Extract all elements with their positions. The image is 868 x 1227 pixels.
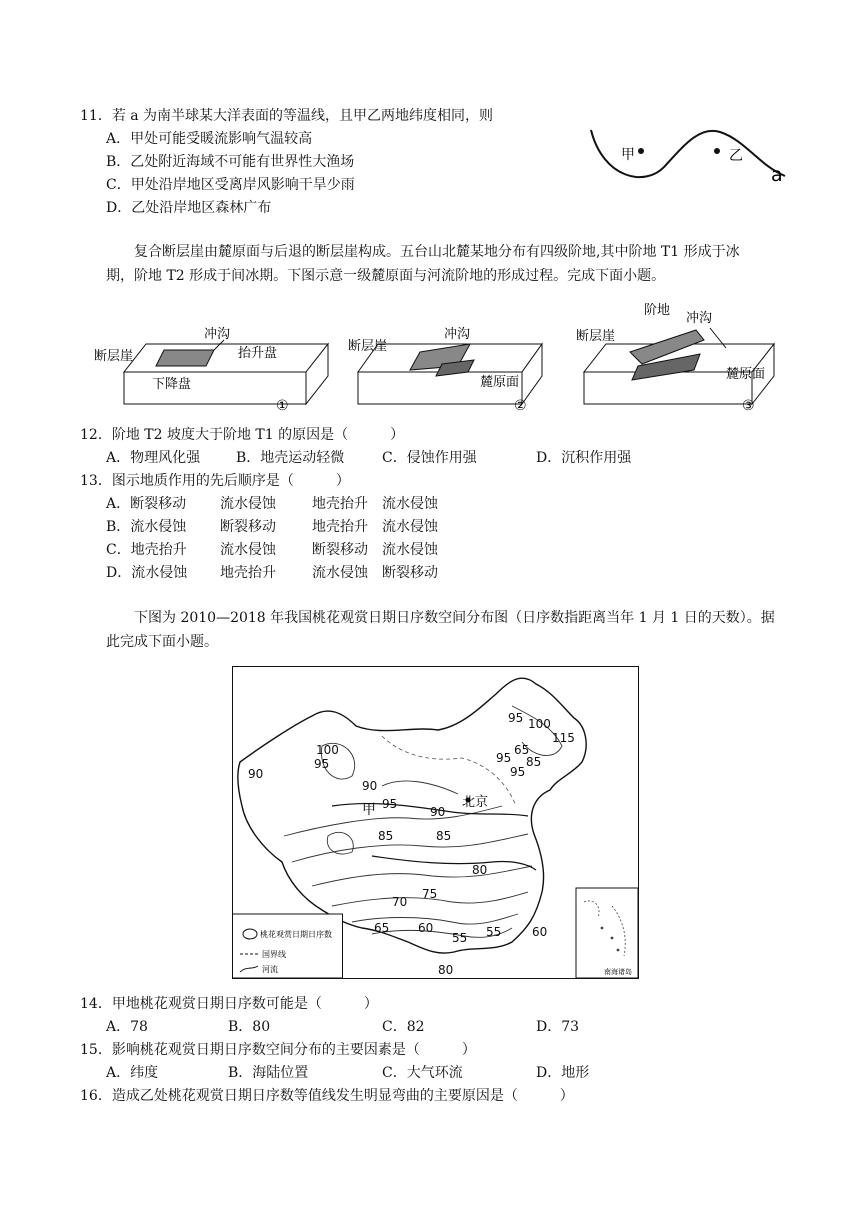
yi-label: 乙 (729, 148, 743, 164)
block-diagram-1 (94, 326, 328, 414)
svg-text:100: 100 (528, 717, 551, 731)
svg-text:65: 65 (514, 743, 530, 757)
south-china-sea-inset (576, 888, 638, 978)
svg-text:冲沟: 冲沟 (204, 327, 231, 342)
peach-blossom-map (232, 666, 640, 980)
svg-text:85: 85 (378, 829, 394, 843)
svg-text:75: 75 (422, 887, 438, 901)
svg-text:麓原面: 麓原面 (726, 367, 766, 382)
q13-option-b: B．流水侵蚀 断裂移动 地壳抬升 流水侵蚀 (106, 519, 438, 535)
passage1-line1: 复合断层崖由麓原面与后退的断层崖构成。五台山北麓某地分布有四级阶地,其中阶地 T1 形成于冰 (134, 244, 740, 260)
svg-text:②: ② (514, 398, 527, 414)
svg-text:断层崖: 断层崖 (94, 349, 134, 364)
svg-text:南海诸岛: 南海诸岛 (604, 968, 632, 976)
q14-options (106, 1017, 579, 1037)
svg-text:河流: 河流 (262, 965, 278, 974)
svg-text:60: 60 (418, 921, 434, 935)
svg-text:85: 85 (526, 755, 542, 769)
q15-option-a: A．纬度 (106, 1065, 159, 1081)
q11-option-d: D．乙处沿岸地区森林广布 (106, 200, 272, 216)
svg-text:90: 90 (248, 767, 264, 781)
map-beijing-label: 北京 (462, 795, 489, 810)
svg-text:100: 100 (316, 743, 339, 757)
q16-stem: 16．造成乙处桃花观赏日期日序数等值线发生明显弯曲的主要原因是（ ） (80, 1088, 574, 1104)
svg-text:80: 80 (472, 863, 488, 877)
svg-text:95: 95 (314, 757, 330, 771)
map-jia-label: 甲 (362, 802, 376, 818)
svg-text:95: 95 (496, 751, 512, 765)
q12-options (106, 448, 631, 468)
q14-option-c: C．82 (382, 1019, 425, 1035)
q11-option-c: C．甲处沿岸地区受离岸风影响干旱少雨 (106, 177, 355, 193)
map-legend (233, 914, 343, 978)
svg-text:冲沟: 冲沟 (444, 327, 471, 342)
q13-option-a: A．断裂移动 流水侵蚀 地壳抬升 流水侵蚀 (106, 496, 438, 512)
q12-stem: 12．阶地 T2 坡度大于阶地 T1 的原因是（ ） (80, 427, 405, 443)
svg-text:断层崖: 断层崖 (576, 329, 616, 344)
q14-option-b: B．80 (228, 1019, 271, 1035)
q13-option-c: C．地壳抬升 流水侵蚀 断裂移动 流水侵蚀 (106, 542, 438, 558)
svg-text:冲沟: 冲沟 (686, 311, 713, 326)
q13-option-d: D．流水侵蚀 地壳抬升 流水侵蚀 断裂移动 (106, 565, 438, 581)
svg-text:下降盘: 下降盘 (152, 377, 192, 392)
block-diagram-3 (576, 302, 774, 414)
q12-option-a: A．物理风化强 (106, 450, 201, 466)
svg-text:95: 95 (508, 711, 524, 725)
passage1-line2: 期，阶地 T2 形成于间冰期。下图示意一级麓原面与河流阶地的形成过程。完成下面小题。 (106, 268, 666, 284)
q15-options (106, 1063, 589, 1083)
svg-text:90: 90 (362, 779, 378, 793)
svg-text:55: 55 (486, 925, 502, 939)
q15-stem: 15．影响桃花观赏日期日序数空间分布的主要因素是（ ） (80, 1042, 476, 1058)
svg-text:80: 80 (438, 963, 454, 977)
fault-scarp-diagrams (90, 300, 810, 418)
svg-text:①: ① (276, 398, 289, 414)
q15-option-c: C．大气环流 (382, 1065, 463, 1081)
q11-option-a: A．甲处可能受暖流影响气温较高 (106, 131, 313, 147)
passage2-line2: 此完成下面小题。 (106, 634, 218, 650)
q11-stem: 11．若 a 为南半球某大洋表面的等温线，且甲乙两地纬度相同，则 (80, 108, 494, 124)
svg-text:95: 95 (510, 765, 526, 779)
svg-text:断层崖: 断层崖 (348, 339, 388, 354)
q13-stem: 13．图示地质作用的先后顺序是（ ） (80, 473, 350, 489)
svg-text:115: 115 (552, 731, 575, 745)
isotherm-figure (585, 118, 790, 190)
q14-stem: 14．甲地桃花观赏日期日序数可能是（ ） (80, 996, 378, 1012)
svg-text:85: 85 (436, 829, 452, 843)
svg-text:60: 60 (532, 925, 548, 939)
q12-option-c: C．侵蚀作用强 (382, 450, 477, 466)
svg-text:90: 90 (430, 805, 446, 819)
q14-option-a: A．78 (106, 1019, 148, 1035)
svg-text:桃花观赏日期日序数: 桃花观赏日期日序数 (260, 930, 332, 939)
svg-text:65: 65 (374, 921, 390, 935)
passage2-line1: 下图为 2010—2018 年我国桃花观赏日期日序数空间分布图（日序数指距离当年 1 月 1 日的天数）。据 (134, 610, 775, 626)
block-diagram-2 (348, 326, 542, 414)
svg-text:麓原面: 麓原面 (480, 375, 520, 390)
q15-option-d: D．地形 (536, 1065, 590, 1081)
q12-option-b: B．地壳运动轻微 (236, 450, 345, 466)
isotherm-a-label: a (771, 164, 783, 186)
svg-text:55: 55 (452, 931, 468, 945)
q15-option-b: B．海陆位置 (228, 1065, 309, 1081)
svg-text:95: 95 (382, 797, 398, 811)
svg-text:阶地: 阶地 (644, 303, 671, 318)
q14-option-d: D．73 (536, 1019, 580, 1035)
svg-text:国界线: 国界线 (262, 950, 286, 959)
q12-option-d: D．沉积作用强 (536, 450, 632, 466)
svg-text:抬升盘: 抬升盘 (238, 346, 278, 361)
jia-label: 甲 (621, 147, 635, 163)
svg-text:70: 70 (392, 895, 408, 909)
svg-text:③: ③ (742, 398, 755, 414)
q11-option-b: B．乙处附近海域不可能有世界性大渔场 (106, 154, 355, 170)
